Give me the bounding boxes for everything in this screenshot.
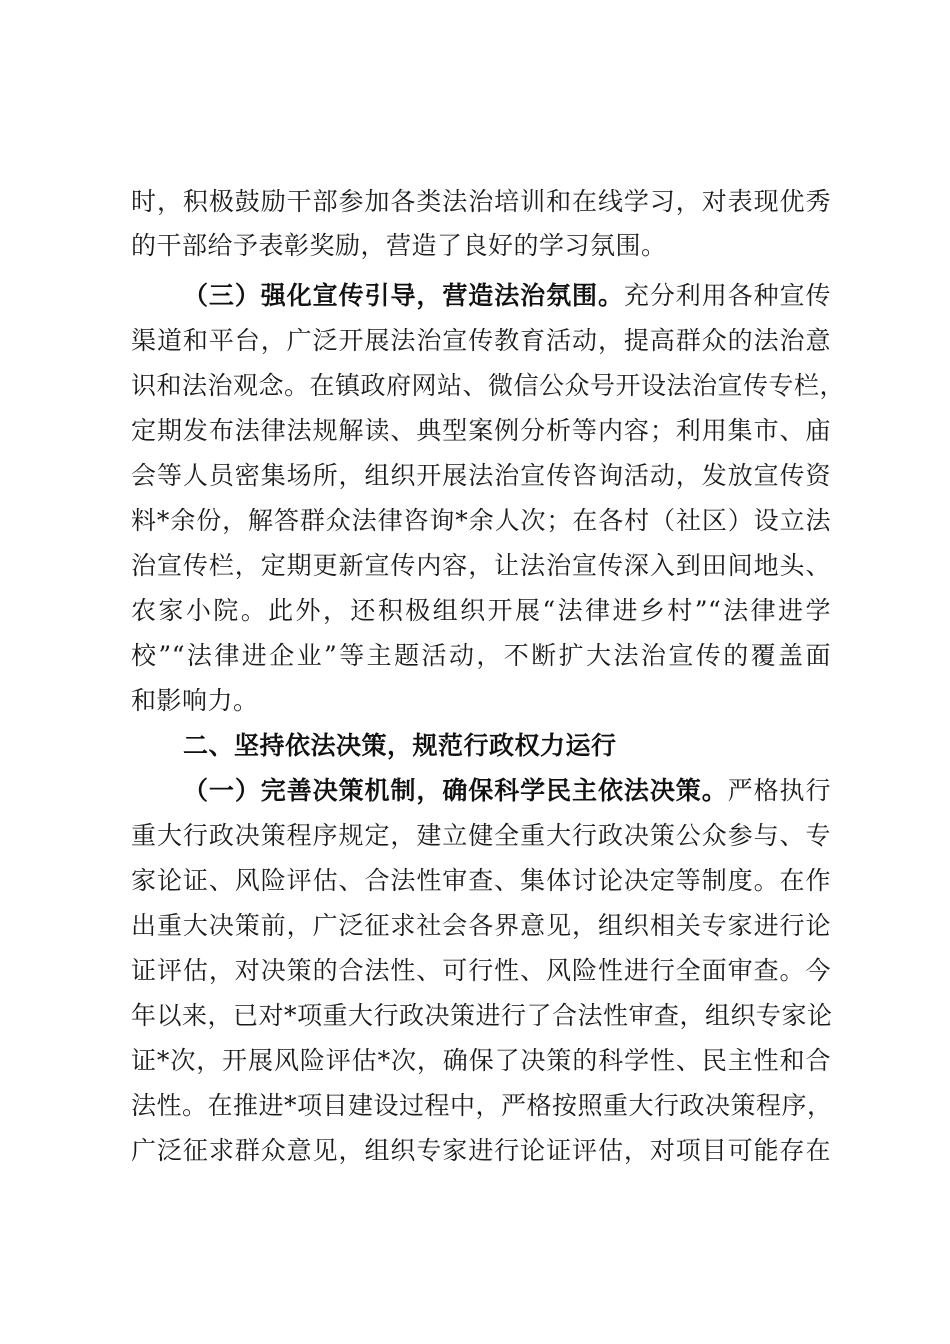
text-line: 法性。在推进*项目建设过程中，严格按照重大行政决策程序， — [131, 1091, 833, 1120]
text-line: 证评估，对决策的合法性、可行性、风险性进行全面审查。今 — [131, 956, 831, 985]
text-line: 时，积极鼓励干部参加各类法治培训和在线学习，对表现优秀 — [131, 187, 831, 216]
text-line: 出重大决策前，广泛征求社会各界意见，组织相关专家进行论 — [131, 911, 831, 940]
text-line: 料*余份，解答群众法律咨询*余人次；在各村（社区）设立法 — [131, 506, 831, 535]
text-line: 和影响力。 — [131, 686, 259, 715]
text-line: 重大行政决策程序规定，建立健全重大行政决策公众参与、专 — [131, 821, 831, 850]
text-run: 充分利用各种宣传 — [623, 281, 831, 310]
text-line: 会等人员密集场所，组织开展法治宣传咨询活动，发放宣传资 — [131, 461, 831, 490]
text-line: 年以来，已对*项重大行政决策进行了合法性审查，组织专家论 — [131, 1001, 833, 1030]
text-line: 证*次，开展风险评估*次，确保了决策的科学性、民主性和合 — [131, 1046, 831, 1075]
text-line: 定期发布法律法规解读、典型案例分析等内容；利用集市、庙 — [131, 416, 831, 445]
text-run: 严格执行 — [727, 776, 831, 805]
subsection-heading: （三）强化宣传引导，营造法治氛围。 — [183, 281, 624, 310]
text-line: 广泛征求群众意见，组织专家进行论证评估，对项目可能存在 — [131, 1136, 831, 1165]
text-line: 校”“法律进企业”等主题活动，不断扩大法治宣传的覆盖面 — [131, 641, 831, 670]
text-line: 家论证、风险评估、合法性审查、集体讨论决定等制度。在作 — [131, 866, 831, 895]
section-heading: 二、坚持依法决策，规范行政权力运行 — [183, 731, 617, 760]
text-line: 的干部给予表彰奖励，营造了良好的学习氛围。 — [131, 231, 667, 260]
text-line — [183, 274, 831, 318]
text-line — [183, 769, 831, 813]
text-line: 渠道和平台，广泛开展法治宣传教育活动，提高群众的法治意 — [131, 326, 831, 355]
text-line: 治宣传栏，定期更新宣传内容，让法治宣传深入到田间地头、 — [131, 551, 831, 580]
text-line: 识和法治观念。在镇政府网站、微信公众号开设法治宣传专栏， — [131, 371, 846, 400]
text-line: 农家小院。此外，还积极组织开展“法律进乡村”“法律进学 — [131, 596, 831, 625]
subsection-heading: （一）完善决策机制，确保科学民主依法决策。 — [183, 776, 728, 805]
